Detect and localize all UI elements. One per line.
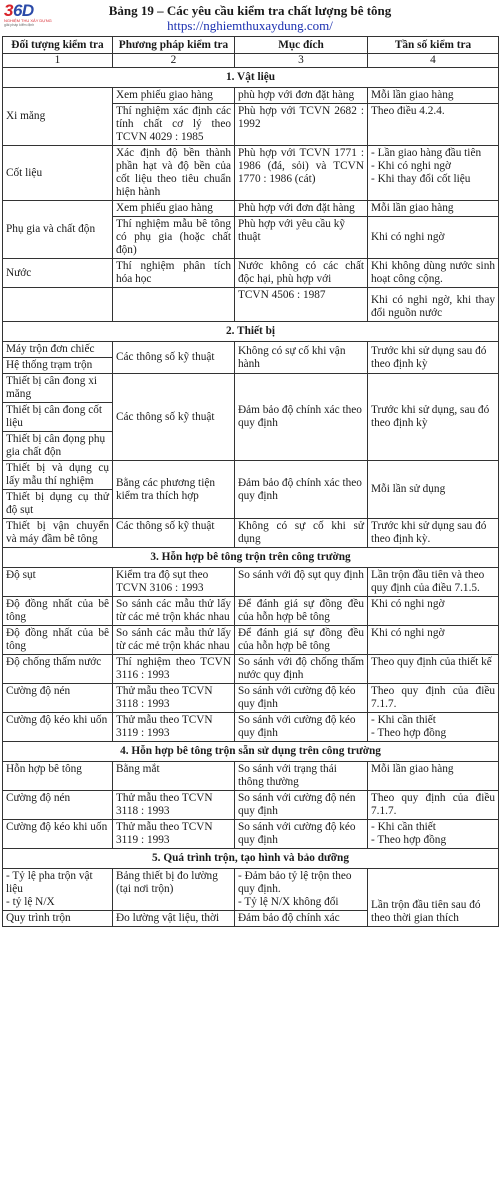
frequency-line: - Khi thay đổi cốt liệu xyxy=(371,173,471,185)
object-cell: Thiết bị dụng cụ thử độ sụt xyxy=(3,490,113,519)
method-cell: Bảng thiết bị đo lường (tại nơi trộn) xyxy=(113,869,235,911)
frequency-cell xyxy=(368,713,499,742)
method-cell: Thí nghiệm theo TCVN 3116 : 1993 xyxy=(113,655,235,684)
object-cell xyxy=(3,288,113,322)
frequency-cell: Theo quy định của điều 7.1.7. xyxy=(368,684,499,713)
frequency-line: - Theo hợp đồng xyxy=(371,727,447,739)
frequency-cell: Mỗi lần giao hàng xyxy=(368,762,499,791)
header-method: Phương pháp kiểm tra xyxy=(113,37,235,54)
header-purpose: Mục đích xyxy=(235,37,368,54)
frequency-cell: Mỗi lần giao hàng xyxy=(368,201,499,217)
method-cell: Xem phiếu giao hàng xyxy=(113,88,235,104)
purpose-cell xyxy=(235,869,368,911)
table-row xyxy=(3,597,499,626)
frequency-cell: Trước khi sử dụng sau đó theo định kỳ. xyxy=(368,519,499,548)
method-cell: Các thông số kỹ thuật xyxy=(113,342,235,374)
method-cell: Xem phiếu giao hàng xyxy=(113,201,235,217)
column-number: 4 xyxy=(368,54,499,68)
purpose-cell: So sánh với độ sụt quy định xyxy=(235,568,368,597)
section-title: 2. Thiết bị xyxy=(3,322,499,342)
quality-check-table xyxy=(2,36,499,927)
table-title: Bảng 19 – Các yêu cầu kiểm tra chất lượng bê tông xyxy=(108,3,392,18)
object-cell: Thiết bị cân đong cốt liệu xyxy=(3,403,113,432)
column-number: 3 xyxy=(235,54,368,68)
object-cell: Độ đồng nhất của bê tông xyxy=(3,597,113,626)
purpose-cell: Phù hợp với TCVN 1771 : 1986 (đá, sỏi) và TCVN 1770 : 1986 (cát) xyxy=(235,146,368,201)
method-cell: Bằng mắt xyxy=(113,762,235,791)
purpose-cell: Để đánh giá sự đồng đều của hỗn hợp bê tông xyxy=(235,626,368,655)
purpose-cell: Đảm bảo độ chính xác xyxy=(235,911,368,927)
table-row xyxy=(3,762,499,791)
frequency-cell: Theo quy định của điều 7.1.7. xyxy=(368,791,499,820)
table-row xyxy=(3,626,499,655)
method-cell: Thí nghiệm xác định các tính chất cơ lý theo TCVN 4029 : 1985 xyxy=(113,104,235,146)
method-cell: Kiểm tra độ sụt theo TCVN 3106 : 1993 xyxy=(113,568,235,597)
header-frequency: Tần số kiểm tra xyxy=(368,37,499,54)
method-cell xyxy=(113,288,235,322)
object-cell: Độ đồng nhất của bê tông xyxy=(3,626,113,655)
frequency-line: - Lần giao hàng đầu tiên xyxy=(371,147,482,159)
frequency-cell: Theo điều 4.2.4. xyxy=(368,104,499,146)
object-cell: Thiết bị cân đọng phụ gia chất độn xyxy=(3,432,113,461)
frequency-cell: Lần trộn đầu tiên và theo quy định của điều 7.1.5. xyxy=(368,568,499,597)
logo-line2: giải pháp kiểm định xyxy=(4,23,35,27)
table-row xyxy=(3,88,499,104)
object-cell: Cường độ nén xyxy=(3,684,113,713)
frequency-cell xyxy=(368,146,499,201)
purpose-cell: Để đánh giá sự đồng đều của hỗn hợp bê tông xyxy=(235,597,368,626)
table-row xyxy=(3,259,499,288)
purpose-cell: So sánh với cường độ kéo quy định xyxy=(235,820,368,849)
method-cell: Thí nghiệm phân tích hóa học xyxy=(113,259,235,288)
purpose-cell: Không có sự cố khi vận hành xyxy=(235,342,368,374)
object-cell: Thiết bị và dụng cụ lấy mẫu thí nghiệm xyxy=(3,461,113,490)
frequency-line: - Theo hợp đồng xyxy=(371,834,447,846)
header-object: Đối tượng kiểm tra xyxy=(3,37,113,54)
purpose-cell: So sánh với trạng thái thông thường xyxy=(235,762,368,791)
logo-mark: 36D xyxy=(4,1,34,20)
method-cell: Các thông số kỹ thuật xyxy=(113,519,235,548)
section-title: 1. Vật liệu xyxy=(3,68,499,88)
purpose-cell: Đảm bảo độ chính xác theo quy định xyxy=(235,461,368,519)
purpose-cell: Phù hợp với yêu cầu kỹ thuật xyxy=(235,217,368,259)
table-row xyxy=(3,713,499,742)
table-row xyxy=(3,374,499,403)
table-row xyxy=(3,684,499,713)
object-cell: Hỗn hợp bê tông xyxy=(3,762,113,791)
method-cell: So sánh các mẫu thử lấy từ các mẻ trộn khác nhau xyxy=(113,626,235,655)
purpose-cell: Không có sự cố khi sử dụng xyxy=(235,519,368,548)
frequency-line: - Khi có nghi ngờ xyxy=(371,160,452,172)
object-cell: Nước xyxy=(3,259,113,288)
method-cell: Xác định độ bền thành phần hạt và độ bền của cốt liệu theo tiêu chuẩn hiện hành xyxy=(113,146,235,201)
table-row xyxy=(3,655,499,684)
frequency-cell: Trước khi sử dụng sau đó theo định kỳ xyxy=(368,342,499,374)
method-cell: Thử mẫu theo TCVN 3118 : 1993 xyxy=(113,791,235,820)
method-cell: Thử mẫu theo TCVN 3119 : 1993 xyxy=(113,713,235,742)
section-title: 4. Hỗn hợp bê tông trộn sẵn sử dụng trên công trường xyxy=(3,742,499,762)
frequency-cell: Mỗi lần sử dụng xyxy=(368,461,499,519)
purpose-cell: So sánh với cường độ kéo quy định xyxy=(235,684,368,713)
purpose-cell: So sánh với cường độ kéo quy định xyxy=(235,713,368,742)
object-cell: Độ chống thấm nước xyxy=(3,655,113,684)
frequency-cell: Trước khi sử dụng, sau đó theo định kỳ xyxy=(368,374,499,461)
column-number: 2 xyxy=(113,54,235,68)
column-number: 1 xyxy=(3,54,113,68)
object-cell: Xi măng xyxy=(3,88,113,146)
object-cell: Quy trình trộn xyxy=(3,911,113,927)
purpose-cell: phù hợp với đơn đặt hàng xyxy=(235,88,368,104)
object-cell: Phụ gia và chất độn xyxy=(3,201,113,259)
purpose-cell: Đảm bảo độ chính xác theo quy định xyxy=(235,374,368,461)
frequency-cell: Theo quy định của thiết kế xyxy=(368,655,499,684)
purpose-cell: Phù hợp với đơn đặt hàng xyxy=(235,201,368,217)
purpose-line: - Tỷ lệ N/X không đổi xyxy=(238,896,339,908)
object-cell: Máy trộn đơn chiếc xyxy=(3,342,113,358)
method-cell: Thử mẫu theo TCVN 3119 : 1993 xyxy=(113,820,235,849)
source-url[interactable]: https://nghiemthuxaydung.com/ xyxy=(167,18,333,33)
object-cell: Cường độ nén xyxy=(3,791,113,820)
table-row xyxy=(3,146,499,201)
frequency-cell: Khi có nghi ngờ xyxy=(368,597,499,626)
purpose-cell: Phù hợp với TCVN 2682 : 1992 xyxy=(235,104,368,146)
table-row xyxy=(3,568,499,597)
table-row xyxy=(3,461,499,490)
section-title: 5. Quá trình trộn, tạo hình và bảo dưỡng xyxy=(3,849,499,869)
purpose-cell: TCVN 4506 : 1987 xyxy=(235,288,368,322)
purpose-line: - Đảm bảo tỷ lệ trộn theo quy định. xyxy=(238,870,352,895)
frequency-line: - Khi cần thiết xyxy=(371,821,436,833)
table-row xyxy=(3,791,499,820)
table-row xyxy=(3,201,499,217)
section-title: 3. Hỗn hợp bê tông trộn trên công trường xyxy=(3,548,499,568)
object-cell: Hệ thống trạm trộn xyxy=(3,358,113,374)
frequency-cell xyxy=(368,820,499,849)
object-cell: Thiết bị vận chuyển và máy đầm bê tông xyxy=(3,519,113,548)
frequency-cell: Khi có nghi ngờ xyxy=(368,217,499,259)
frequency-cell: Mỗi lần giao hàng xyxy=(368,88,499,104)
table-row xyxy=(3,869,499,911)
frequency-cell: Khi không dùng nước sinh hoạt công cộng. xyxy=(368,259,499,288)
column-number-row xyxy=(3,54,499,68)
object-line: - tỷ lệ N/X xyxy=(6,896,55,908)
method-cell: Thử mẫu theo TCVN 3118 : 1993 xyxy=(113,684,235,713)
method-cell: Các thông số kỹ thuật xyxy=(113,374,235,461)
method-cell: So sánh các mẫu thử lấy từ các mẻ trộn khác nhau xyxy=(113,597,235,626)
object-cell: Cường độ kéo khi uốn xyxy=(3,820,113,849)
method-cell: Thí nghiệm mẫu bê tông có phụ gia (hoặc chất độn) xyxy=(113,217,235,259)
method-cell: Đo lường vật liệu, thời xyxy=(113,911,235,927)
object-cell: Độ sụt xyxy=(3,568,113,597)
frequency-cell: Lần trộn đầu tiên sau đó theo thời gian thích xyxy=(368,869,499,927)
frequency-line: - Khi cần thiết xyxy=(371,714,436,726)
table-row xyxy=(3,519,499,548)
frequency-cell: Khi có nghi ngờ, khi thay đổi nguồn nước xyxy=(368,288,499,322)
header-row xyxy=(3,37,499,54)
object-line: - Tỷ lệ pha trộn vật liệu xyxy=(6,870,93,895)
method-cell: Bằng các phương tiện kiểm tra thích hợp xyxy=(113,461,235,519)
object-cell: Cốt liệu xyxy=(3,146,113,201)
logo-line1: NGHIỆM THU XÂY DỰNG xyxy=(4,18,52,23)
object-cell: Thiết bị cân đong xi măng xyxy=(3,374,113,403)
object-cell: Cường độ kéo khi uốn xyxy=(3,713,113,742)
table-row xyxy=(3,342,499,358)
object-cell xyxy=(3,869,113,911)
purpose-cell: Nước không có các chất độc hại, phù hợp với xyxy=(235,259,368,288)
table-row xyxy=(3,288,499,322)
purpose-cell: So sánh với độ chống thấm nước quy định xyxy=(235,655,368,684)
table-row xyxy=(3,820,499,849)
purpose-cell: So sánh với cường độ nén quy định xyxy=(235,791,368,820)
frequency-cell: Khi có nghi ngờ xyxy=(368,626,499,655)
